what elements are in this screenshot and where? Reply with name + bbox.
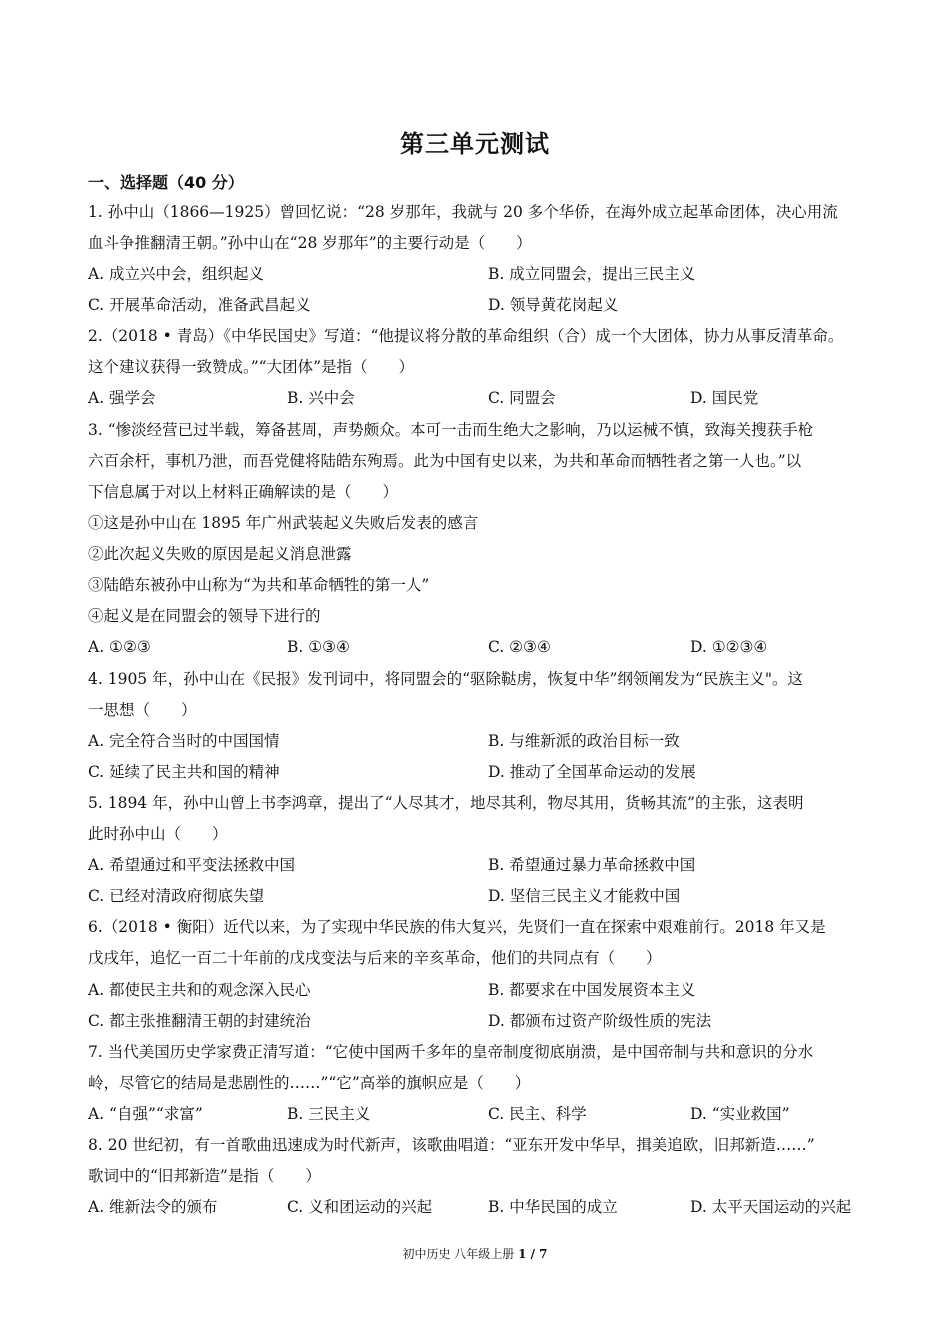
section-heading: 一、选择题（40 分） xyxy=(88,173,244,192)
question-3-line-1: 3. “惨淡经营已过半载，筹备甚周，声势颇众。本可一击而生绝大之影响，乃以运械不慎，致海关搜获手枪 xyxy=(88,421,814,439)
question-3-statement-4: ④起义是在同盟会的领导下进行的 xyxy=(88,607,321,625)
page-footer xyxy=(0,1245,950,1262)
page-title: 第三单元测试 xyxy=(400,130,550,158)
question-3-statement-1: ①这是孙中山在 1895 年广州武装起义失败后发表的感言 xyxy=(88,514,479,532)
question-2-option-c: C. 同盟会 xyxy=(488,389,556,407)
question-5-option-b: B. 希望通过暴力革命拯救中国 xyxy=(488,856,696,874)
footer-subject: 初中历史 八年级上册 xyxy=(402,1247,519,1261)
question-5-option-a: A. 希望通过和平变法拯救中国 xyxy=(88,856,296,874)
question-1-option-c: C. 开展革命活动，准备武昌起义 xyxy=(88,296,311,314)
question-6-line-2: 戊戌年，追忆一百二十年前的戊戌变法与后来的辛亥革命，他们的共同点有（ ） xyxy=(88,949,662,967)
question-8-option-c: C. 义和团运动的兴起 xyxy=(287,1198,433,1216)
question-3-option-b: B. ①③④ xyxy=(287,638,350,656)
question-1-option-d: D. 领导黄花岗起义 xyxy=(488,296,619,314)
question-7-line-1: 7. 当代美国历史学家费正清写道：“它使中国两千多年的皇帝制度彻底崩溃，是中国帝制与共和意识的分水 xyxy=(88,1043,814,1061)
question-4-line-2: 一思想（ ） xyxy=(88,701,197,719)
question-1-line-1: 1. 孙中山（1866—1925）曾回忆说：“28 岁那年，我就与 20 多个华侨，在海外成立起革命团体，决心用流 xyxy=(88,203,838,221)
question-3-statement-3: ③陆皓东被孙中山称为“为共和革命牺牲的第一人” xyxy=(88,576,430,594)
question-1-option-b: B. 成立同盟会，提出三民主义 xyxy=(488,265,696,283)
question-4-option-a: A. 完全符合当时的中国国情 xyxy=(88,732,280,750)
question-2-option-a: A. 强学会 xyxy=(88,389,156,407)
question-4-option-c: C. 延续了民主共和国的精神 xyxy=(88,763,280,781)
question-5-line-1: 5. 1894 年，孙中山曾上书李鸿章，提出了“人尽其才，地尽其利，物尽其用，货畅其流”的主张，这表明 xyxy=(88,794,804,812)
question-4-line-1: 4. 1905 年，孙中山在《民报》发刊词中，将同盟会的“驱除鞑虏，恢复中华”纲领阐发为“民族主义"。这 xyxy=(88,670,803,688)
question-8-option-a: A. 维新法令的颁布 xyxy=(88,1198,218,1216)
question-5-option-c: C. 已经对清政府彻底失望 xyxy=(88,887,265,905)
question-4-option-b: B. 与维新派的政治目标一致 xyxy=(488,732,680,750)
question-7-option-c: C. 民主、科学 xyxy=(488,1105,587,1123)
question-2-line-2: 这个建议获得一致赞成。”“大团体”是指（ ） xyxy=(88,358,415,376)
question-3-option-c: C. ②③④ xyxy=(488,638,551,656)
question-2-option-d: D. 国民党 xyxy=(690,389,759,407)
question-3-option-d: D. ①②③④ xyxy=(690,638,768,656)
question-6-option-d: D. 都颁布过资产阶级性质的宪法 xyxy=(488,1012,712,1030)
question-5-line-2: 此时孙中山（ ） xyxy=(88,825,228,843)
question-8-option-d: D. 太平天国运动的兴起 xyxy=(690,1198,852,1216)
question-3-statement-2: ②此次起义失败的原因是起义消息泄露 xyxy=(88,545,352,563)
question-8-line-2: 歌词中的“旧邦新造”是指（ ） xyxy=(88,1167,321,1185)
question-3-line-2: 六百余杆，事机乃泄，而吾党健将陆皓东殉焉。此为中国有史以来，为共和革命而牺牲者之第一人也。”以 xyxy=(88,452,802,470)
question-5-option-d: D. 坚信三民主义才能救中国 xyxy=(488,887,681,905)
question-2-option-b: B. 兴中会 xyxy=(287,389,355,407)
question-6-line-1: 6.（2018 • 衡阳）近代以来，为了实现中华民族的伟大复兴，先贤们一直在探索中艰难前行。2018 年又是 xyxy=(88,918,826,936)
question-6-option-c: C. 都主张推翻清王朝的封建统治 xyxy=(88,1012,311,1030)
page-number: 1 / 7 xyxy=(518,1247,548,1261)
question-3-line-3: 下信息属于对以上材料正确解读的是（ ） xyxy=(88,483,399,501)
question-4-option-d: D. 推动了全国革命运动的发展 xyxy=(488,763,696,781)
question-7-option-a: A. “自强”“求富” xyxy=(88,1105,203,1123)
question-2-line-1: 2.（2018 • 青岛）《中华民国史》写道：“他提议将分散的革命组织（合）成一个大团体，协力从事反清革命。 xyxy=(88,327,844,345)
question-7-line-2: 岭，尽管它的结局是悲剧性的……”“它”高举的旗帜应是（ ） xyxy=(88,1074,531,1092)
question-8-option-b: B. 中华民国的成立 xyxy=(488,1198,618,1216)
question-8-line-1: 8. 20 世纪初，有一首歌曲迅速成为时代新声，该歌曲唱道：“亚东开发中华早，揖美追欧，旧邦新造……” xyxy=(88,1136,815,1154)
question-1-line-2: 血斗争推翻清王朝。”孙中山在“28 岁那年”的主要行动是（ ） xyxy=(88,234,532,252)
question-3-option-a: A. ①②③ xyxy=(88,638,151,656)
question-7-option-b: B. 三民主义 xyxy=(287,1105,371,1123)
question-6-option-b: B. 都要求在中国发展资本主义 xyxy=(488,981,696,999)
question-6-option-a: A. 都使民主共和的观念深入民心 xyxy=(88,981,311,999)
question-7-option-d: D. “实业救国” xyxy=(690,1105,790,1123)
question-1-option-a: A. 成立兴中会，组织起义 xyxy=(88,265,265,283)
